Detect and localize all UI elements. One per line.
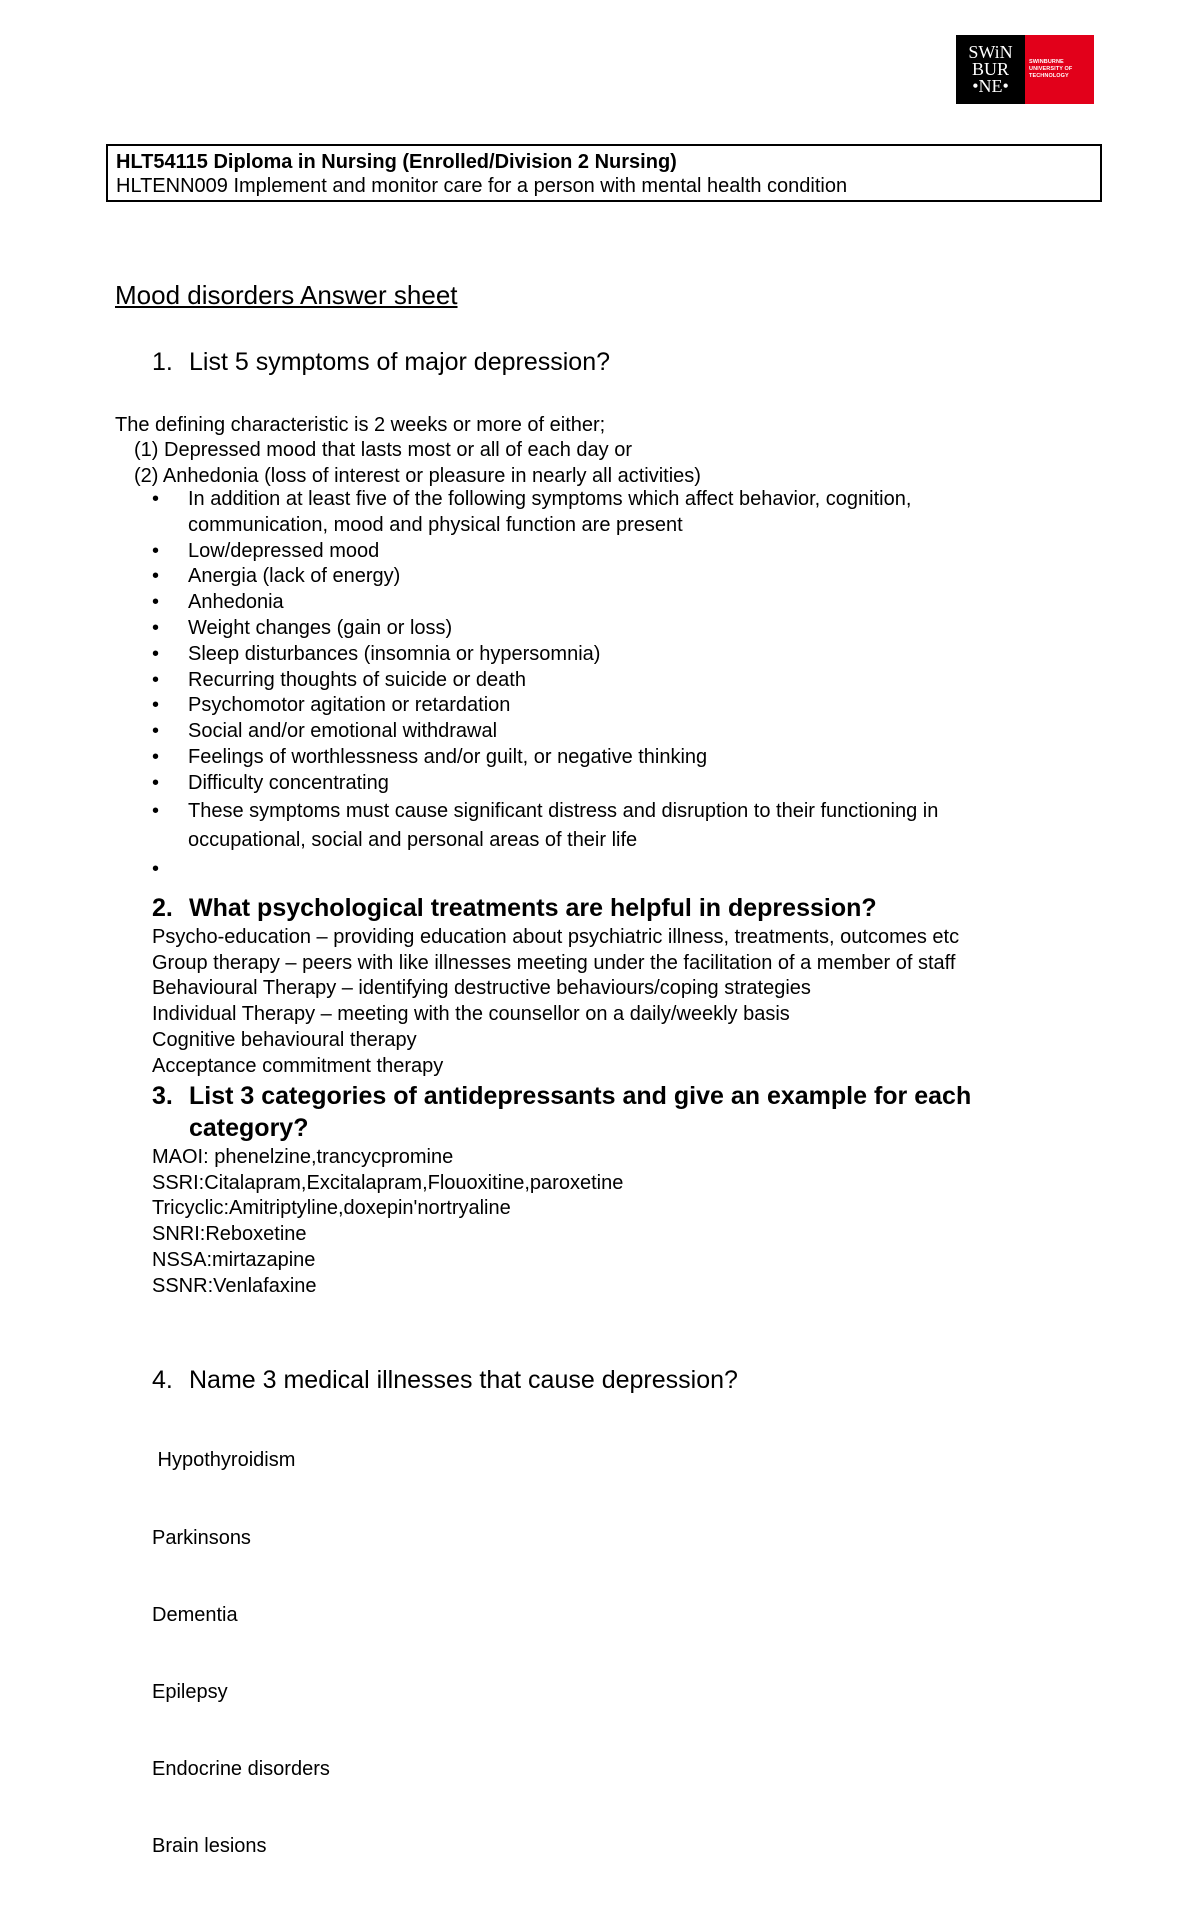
list-item: Psycho-education – providing education about psychiatric illness, treatments, outcomes etc xyxy=(152,926,960,948)
question-text-line-2: category? xyxy=(189,1114,309,1142)
list-item: • Psychomotor agitation or retardation xyxy=(152,693,938,719)
question-text: Name 3 medical illnesses that cause depression? xyxy=(189,1366,738,1394)
list-item: • Social and/or emotional withdrawal xyxy=(152,719,938,745)
logo-wordmark: SWiN BUR •NE• xyxy=(956,35,1025,104)
list-item: • Anergia (lack of energy) xyxy=(152,564,938,590)
q4-answer-list xyxy=(152,1397,330,1911)
list-item: Endocrine disorders xyxy=(152,1757,330,1780)
list-item: SSRI:Citalapram,Excitalapram,Flouoxitine,paroxetine xyxy=(152,1171,624,1194)
question-3 xyxy=(152,1080,971,1144)
question-text: List 5 symptoms of major depression? xyxy=(189,348,611,376)
list-item: • Difficulty concentrating xyxy=(152,771,938,797)
question-number: 2. xyxy=(152,894,173,922)
swinburne-logo xyxy=(956,35,1094,104)
list-item: SNRI:Reboxetine xyxy=(152,1223,307,1246)
list-item: Behavioural Therapy – identifying destructive behaviours/coping strategies xyxy=(152,977,811,1000)
list-item: • These symptoms must cause significant distress and disruption to their functioning in xyxy=(152,797,938,826)
list-item xyxy=(152,855,938,884)
list-item: occupational, social and personal areas of their life xyxy=(188,828,638,851)
list-item: • In addition at least five of the following symptoms which affect behavior, cognition, xyxy=(152,487,938,513)
unit-title: HLTENN009 Implement and monitor care for a person with mental health condition xyxy=(116,175,848,197)
list-item: • Feelings of worthlessness and/or guilt, or negative thinking xyxy=(152,745,938,771)
list-item: Cognitive behavioural therapy xyxy=(152,1028,417,1051)
question-number: 3. xyxy=(152,1082,173,1110)
question-number: 1. xyxy=(152,348,173,376)
list-item: Group therapy – peers with like illnesses meeting under the facilitation of a member of staff xyxy=(152,951,956,974)
list-item: • Recurring thoughts of suicide or death xyxy=(152,668,938,694)
course-header-box xyxy=(106,144,1102,202)
list-item: Tricyclic:Amitriptyline,doxepin'nortryaline xyxy=(152,1197,511,1220)
question-number: 4. xyxy=(152,1366,173,1394)
list-item: SSNR:Venlafaxine xyxy=(152,1274,317,1297)
q1-intro: The defining characteristic is 2 weeks or more of either; xyxy=(115,414,606,436)
q3-answer-list xyxy=(152,1145,623,1299)
q1-criterion-2: (2) Anhedonia (loss of interest or pleasure in nearly all activities) xyxy=(134,465,701,487)
sheet-title: Mood disorders Answer sheet xyxy=(115,280,458,310)
list-item: Individual Therapy – meeting with the counsellor on a daily/weekly basis xyxy=(152,1003,790,1026)
list-item: Parkinsons xyxy=(152,1526,251,1549)
q1-symptom-list xyxy=(152,487,938,884)
list-item: • Sleep disturbances (insomnia or hypersomnia) xyxy=(152,642,938,668)
list-item: NSSA:mirtazapine xyxy=(152,1248,316,1271)
question-1 xyxy=(152,346,610,378)
question-text: What psychological treatments are helpful in depression? xyxy=(189,894,877,922)
question-2 xyxy=(152,892,877,924)
list-item: Epilepsy xyxy=(152,1680,228,1703)
list-item: • Anhedonia xyxy=(152,590,938,616)
q2-answer-list xyxy=(152,925,959,1079)
list-item: MAOI: phenelzine,trancycpromine xyxy=(152,1146,454,1168)
list-item: Hypothyroidism xyxy=(152,1449,296,1472)
course-title: HLT54115 Diploma in Nursing (Enrolled/Division 2 Nursing) xyxy=(116,151,677,173)
list-item: Acceptance commitment therapy xyxy=(152,1054,444,1077)
q1-criterion-1: (1) Depressed mood that lasts most or all of each day or xyxy=(134,439,633,461)
logo-university-name: SWINBURNE UNIVERSITY OF TECHNOLOGY xyxy=(1025,35,1094,104)
list-item: communication, mood and physical function are present xyxy=(188,513,683,536)
list-item: • Weight changes (gain or loss) xyxy=(152,616,938,642)
list-item: • Low/depressed mood xyxy=(152,539,938,565)
question-text-line-1: List 3 categories of antidepressants and give an example for each xyxy=(189,1082,972,1110)
list-item: Brain lesions xyxy=(152,1834,267,1857)
question-4 xyxy=(152,1364,738,1396)
list-item: Dementia xyxy=(152,1603,238,1626)
